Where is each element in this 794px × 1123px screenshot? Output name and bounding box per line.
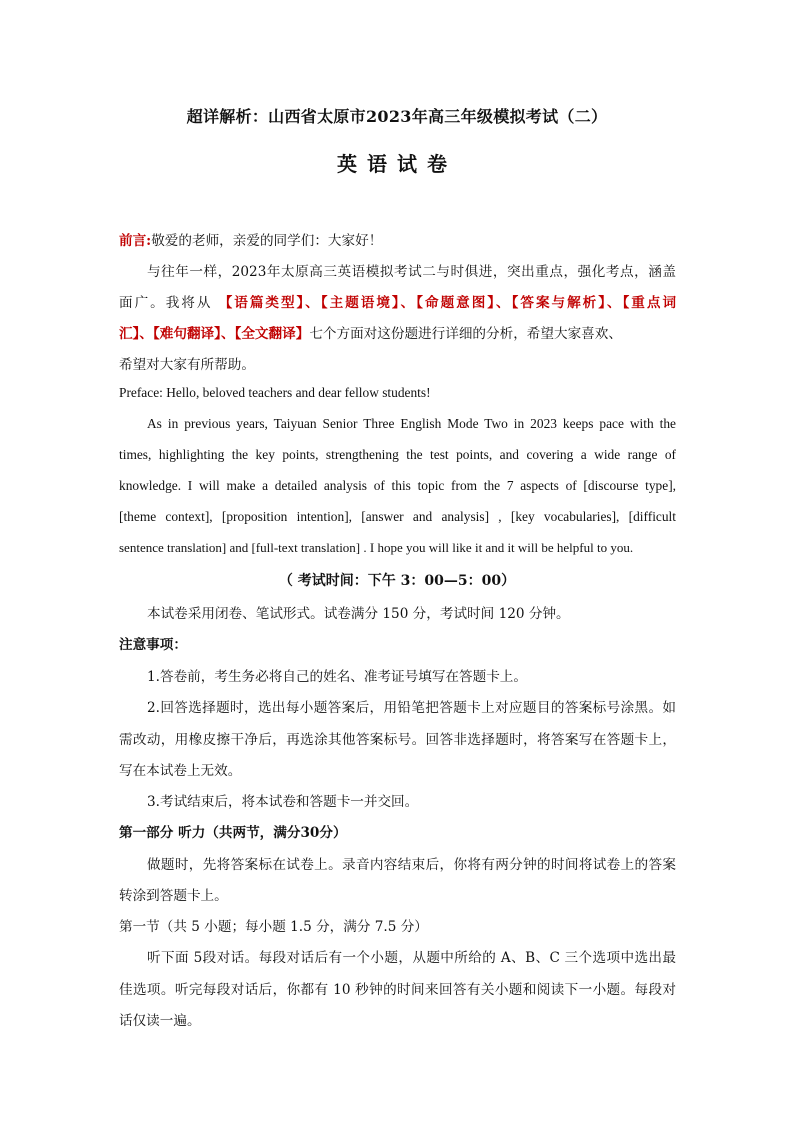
preface-p1-tail: 七个方面对这份题进行详细的分析，希望大家喜欢、 (309, 326, 622, 342)
document-subtitle: 英语试卷 (337, 152, 457, 176)
tag-vocab: 【重点词 (622, 295, 677, 311)
part1-title: 第一部分 听力（共两节，满分30分） (119, 825, 347, 841)
preface-en-line5: [theme context], [proposition intention], [answer and analysis] , [key vocabularies], [difficult (119, 509, 676, 524)
part1-intro-line2: 转涂到答题卡上。 (119, 888, 228, 904)
preface-greeting: 敬爱的老师，亲爱的同学们：大家好！ (151, 233, 383, 249)
preface-p1-line2 (119, 291, 676, 311)
preface-p1-line4: 希望对大家有所帮助。 (119, 357, 255, 373)
preface-p1-line3 (119, 322, 622, 342)
separator: 、 (400, 295, 417, 311)
note-2-line1: 2.回答选择题时，选出每小题答案后，用铅笔把答题卡上对应题目的答案标号涂黑。如 (147, 700, 676, 716)
separator: 、 (305, 295, 321, 311)
preface-en-line2: As in previous years, Taiyuan Senior Three English Mode Two in 2023 keeps pace with the (147, 416, 676, 431)
separator: 、 (606, 295, 623, 311)
tag-difficult: 【难句翻译】 (152, 326, 221, 342)
tag-full: 【全文翻译】 (234, 326, 310, 342)
tag-theme: 【主题语境】 (320, 295, 401, 311)
tag-intent: 【命题意图】 (416, 295, 497, 311)
notes-title: 注意事项： (119, 637, 187, 653)
note-3: 3.考试结束后，将本试卷和答题卡一并交回。 (147, 794, 419, 810)
note-1: 1.答卷前，考生务必将自己的姓名、准考证号填写在答题卡上。 (147, 669, 527, 685)
tag-discourse: 【语篇类型】 (218, 295, 306, 311)
preface-greeting-line (119, 229, 382, 249)
document-title: 超详解析：山西省太原市2023年高三年级模拟考试（二） (186, 107, 608, 126)
part1-intro-line1: 做题时，先将答案标在试卷上。录音内容结束后，你将有两分钟的时间将试卷上的答案 (147, 857, 676, 873)
note-2-line2: 需改动，用橡皮擦干净后，再选涂其他答案标号。回答非选择题时，将答案写在答题卡上， (119, 732, 676, 748)
preface-en-line3: times, highlighting the key points, strengthening the test points, and covering a wide range of (119, 447, 676, 462)
preface-en-line6: sentence translation] and [full-text translation] . I hope you will like it and it will be helpful to you. (119, 540, 634, 555)
separator: 、 (139, 326, 153, 342)
preface-p1-text: 面广。我将从 (119, 295, 219, 311)
separator: 、 (496, 295, 512, 311)
tag-vocab-cont: 汇】 (119, 326, 140, 342)
section1-title: 第一节（共 5 小题；每小题 1.5 分，满分 7.5 分） (119, 919, 428, 935)
separator: 、 (220, 326, 235, 342)
preface-p1-line1: 与往年一样，2023年太原高三英语模拟考试二与时俱进，突出重点，强化考点，涵盖 (147, 264, 676, 280)
section1-line1: 听下面 5段对话。每段对话后有一个小题，从题中所给的 A、B、C 三个选项中选出最 (147, 950, 676, 966)
section1-line3: 话仅读一遍。 (119, 1013, 201, 1029)
preface-en-line4: knowledge. I will make a detailed analysis of this topic from the 7 aspects of [discourse type], (119, 478, 676, 493)
section1-line2: 佳选项。听完每段对话后，你都有 10 秒钟的时间来回答有关小题和阅读下一小题。每段对 (119, 982, 676, 998)
exam-time: （ 考试时间：下午 3：00—5：00） (278, 573, 516, 589)
note-2-line3: 写在本试卷上无效。 (119, 763, 242, 779)
exam-format: 本试卷采用闭卷、笔试形式。试卷满分 150 分，考试时间 120 分钟。 (147, 606, 570, 622)
tag-answer: 【答案与解析】 (511, 295, 607, 311)
preface-label: 前言: (119, 233, 152, 249)
preface-en-line1: Preface: Hello, beloved teachers and dear fellow students! (119, 385, 431, 400)
